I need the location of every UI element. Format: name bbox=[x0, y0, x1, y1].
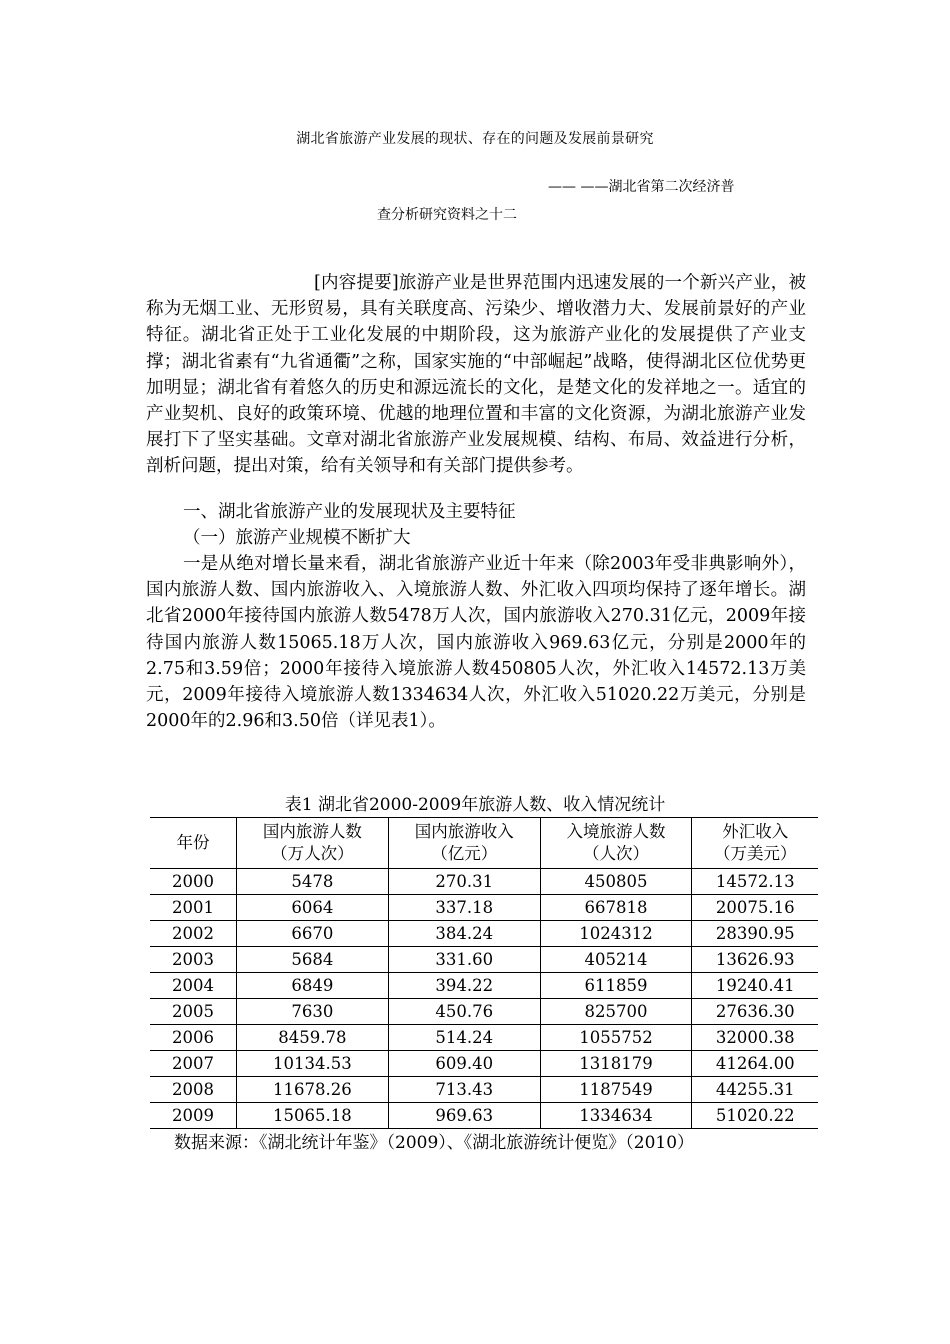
header-domestic-visitors: 国内旅游人数 （万人次） bbox=[237, 818, 389, 869]
data-source-note: 数据来源：《湖北统计年鉴》（2009）、《湖北旅游统计便览》（2010） bbox=[174, 1133, 695, 1153]
section-heading: 一、湖北省旅游产业的发展现状及主要特征 bbox=[183, 502, 516, 522]
body-paragraph: 一是从绝对增长量来看，湖北省旅游产业近十年来（除2003年受非典影响外），国内旅游人数、国内旅游收入、入境旅游人数、外汇收入四项均保持了逐年增长。湖北省2000年接待国内旅游人数5478万人次，国内旅游收入270.31亿元，2009年接待国内旅游人数15065.18万人次，国内旅游收入969.63亿元，分别是2000年的2.75和3.59倍；2000年接待入境旅游人数450805人次，外汇收入14572.13万美元，2009年接待入境旅游人数1334634人次，外汇收入51020.22万美元，分别是2000年的2.96和3.50倍（详见表1）。 bbox=[146, 554, 806, 732]
abstract-text: [内容提要]旅游产业是世界范围内迅速发展的一个新兴产业，被称为无烟工业、无形贸易，具有关联度高、污染少、增收潜力大、发展前景好的产业特征。湖北省正处于工业化发展的中期阶段，这为旅游产业化的发展提供了产业支撑；湖北省素有“九省通衢”之称，国家实施的“中部崛起”战略，使得湖北区位优势更加明显；湖北省有着悠久的历史和源远流长的文化，是楚文化的发祥地之一。适宜的产业契机、良好的政策环境、优越的地理位置和丰富的文化资源，为湖北旅游产业发展打下了坚实基础。文章对湖北省旅游产业发展规模、结构、布局、效益进行分析，剖析问题，提出对策，给有关领导和有关部门提供参考。 bbox=[146, 273, 806, 477]
table-row: 2007 10134.53 609.40 1318179 41264.00 bbox=[150, 1051, 818, 1077]
abstract bbox=[146, 270, 806, 480]
subsection-heading: （一）旅游产业规模不断扩大 bbox=[183, 528, 411, 548]
table-row: 2001 6064 337.18 667818 20075.16 bbox=[150, 895, 818, 921]
document-subtitle-line1: —— ——湖北省第二次经济普 bbox=[548, 179, 735, 195]
document-title: 湖北省旅游产业发展的现状、存在的问题及发展前景研究 bbox=[296, 131, 654, 147]
header-domestic-revenue: 国内旅游收入 （亿元） bbox=[388, 818, 540, 869]
table-row: 2009 15065.18 969.63 1334634 51020.22 bbox=[150, 1103, 818, 1129]
header-year: 年份 bbox=[150, 818, 237, 869]
table-row: 2006 8459.78 514.24 1055752 32000.38 bbox=[150, 1025, 818, 1051]
table-row: 2003 5684 331.60 405214 13626.93 bbox=[150, 947, 818, 973]
table-row: 2002 6670 384.24 1024312 28390.95 bbox=[150, 921, 818, 947]
header-forex-revenue: 外汇收入 （万美元） bbox=[692, 818, 818, 869]
tourism-statistics-table bbox=[150, 817, 818, 1129]
table-header-row bbox=[150, 818, 818, 869]
table-row: 2005 7630 450.76 825700 27636.30 bbox=[150, 999, 818, 1025]
table-row: 2008 11678.26 713.43 1187549 44255.31 bbox=[150, 1077, 818, 1103]
header-inbound-visitors: 入境旅游人数 （人次） bbox=[540, 818, 692, 869]
table-row: 2004 6849 394.22 611859 19240.41 bbox=[150, 973, 818, 999]
table-caption: 表1 湖北省2000-2009年旅游人数、收入情况统计 bbox=[284, 795, 666, 815]
table-row: 2000 5478 270.31 450805 14572.13 bbox=[150, 869, 818, 895]
document-subtitle-line2: 查分析研究资料之十二 bbox=[377, 207, 517, 223]
